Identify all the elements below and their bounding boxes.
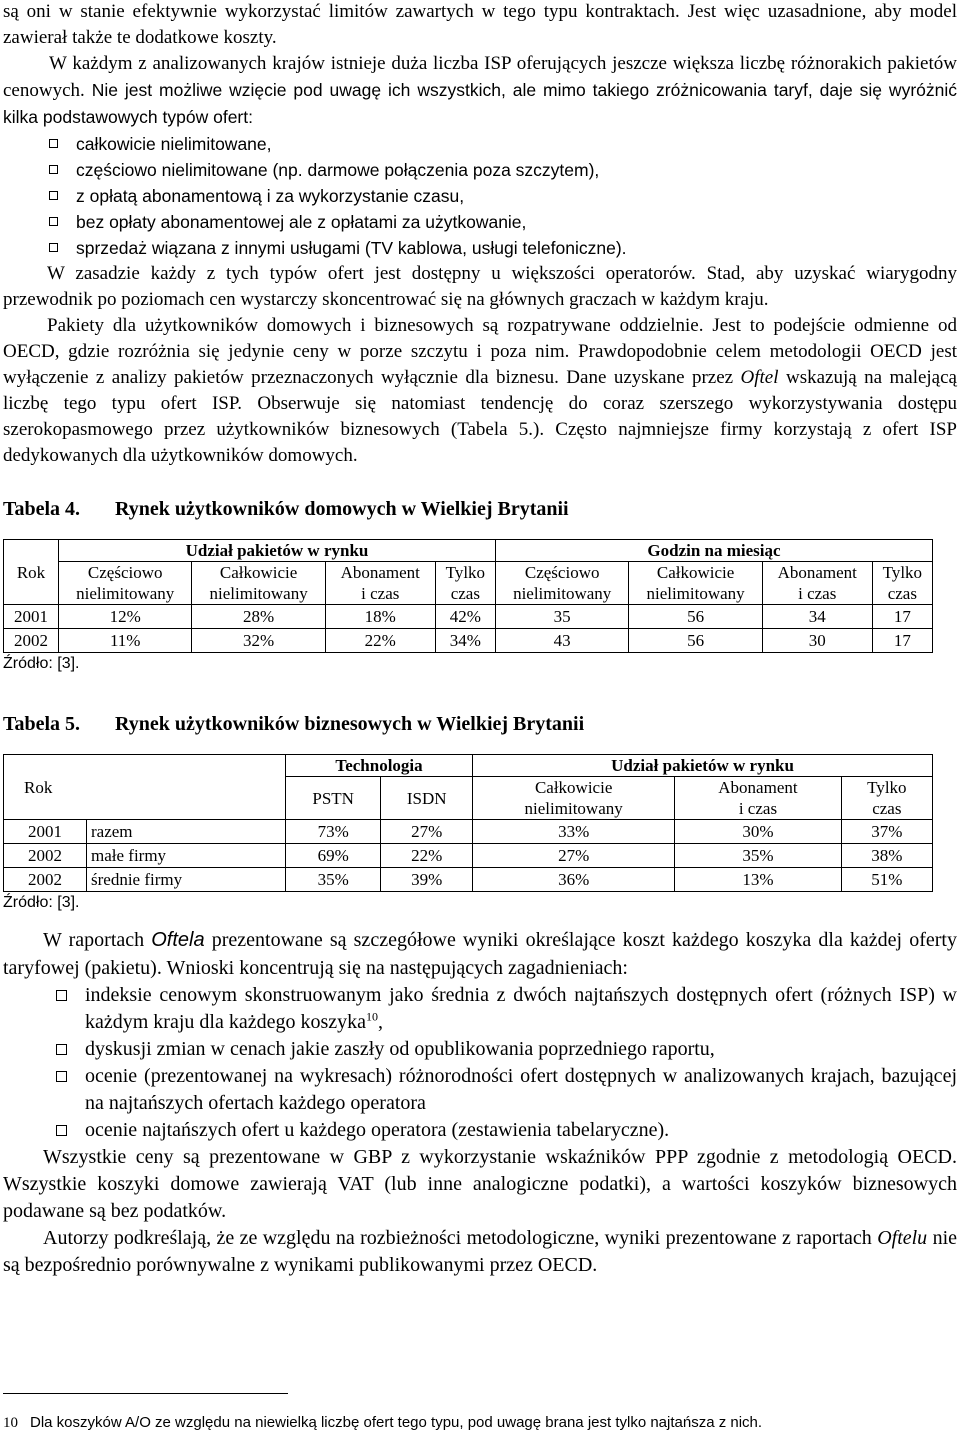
table-row: 2002 małe firmy 69% 22% 27% 35% 38% [4,844,933,868]
table5-col-header: Abonament i czas [675,777,842,820]
footnote-text: Dla koszyków A/O ze względu na niewielką liczbę ofert tego typu, pod uwagę brana jest tylko najtańsza z nich. [30,1414,763,1431]
list-item: indeksie cenowym skonstruowanym jako średnia z dwóch najtańszych dostępnych ofert (różnych ISP) w każdym kraju dla każdego koszyka$^{10}$, [3,982,957,1036]
oftelu-name: Oftelu [877,1227,928,1249]
table4-col-header: Częściowo nielimitowany [59,562,192,605]
checkbox-bullet-icon [49,139,58,148]
paragraph-authors: Autorzy podkreślają, że ze względu na rozbieżności metodologiczne, wyniki prezentowane z raportach Oftelu nie są bezpośrednio porównywalne z wynikami publikowanymi przez OECD. [3,1227,957,1276]
paragraph-operators: W zasadzie każdy z tych typów ofert jest dostępny u większości operatorów. Stad, aby uzyskać wiarygodny przewodnik po poziomach cen wystarczy skoncentrować się na głównych graczach w każdym kraju. [3,263,957,310]
paragraph-reports: W raportach Oftela prezentowane są szczegółowe wyniki określające koszt każdego koszyka dla każdej oferty taryfowej (pakietu). Wnioski koncentrują się na następujących zagadnieniach: [3,929,957,979]
table4-col-header: Tylko czas [872,562,932,605]
table4-col-header: Abonament i czas [325,562,435,605]
table4-col-header: Całkowicie nielimitowany [629,562,762,605]
footnote-number: 10 [3,1415,18,1431]
checkbox-bullet-icon [49,217,58,226]
table-row: 2002 11% 32% 22% 34% 43 56 30 17 [4,629,933,653]
table-row: 2002 średnie firmy 35% 39% 36% 13% 51% [4,868,933,892]
table4-home-users [3,539,933,653]
oftela-name: Oftela [151,929,205,951]
table4-hours-header: Godzin na miesiąc [495,540,932,562]
table4-rok-header: Rok [4,540,59,605]
table5-business-users [3,754,933,892]
table-row: 2001 razem 73% 27% 33% 30% 37% [4,820,933,844]
checkbox-bullet-icon [49,191,58,200]
list-item: bez opłaty abonamentowej ale z opłatami za użytkowanie, [3,209,957,235]
table5-col-header: ISDN [381,777,473,820]
table5-tech-header: Technologia [286,755,473,777]
intro-isp-sentence: W każdym z analizowanych krajów istnieje duża liczba ISP oferujących jeszcze większa liczbę różnorakich pakietów cenowych. [3,53,957,101]
footnote [3,1412,957,1434]
paragraph-intro [3,0,957,131]
intro-offer-sentence: Nie jest możliwe wzięcie pod uwagę ich wszystkich, ale mimo takiego zróżnicowania taryf, daje się wyróżnić kilka podstawowych typów ofert: [3,80,957,127]
list-item: ocenie (prezentowanej na wykresach) różnorodności ofert dostępnych w analizowanych krajach, bazującej na najtańszych ofertach każdego operatora [3,1063,957,1117]
list-item: sprzedaż wiązana z innymi usługami (TV kablowa, usługi telefoniczne). [3,235,957,261]
table4-share-header: Udział pakietów w rynku [59,540,496,562]
checkbox-bullet-icon [56,1125,67,1136]
list-item: częściowo nielimitowane (np. darmowe połączenia poza szczytem), [3,157,957,183]
paragraph-prices: Wszystkie ceny są prezentowane w GBP z wykorzystanie wskaźników PPP zgodnie z metodologią OECD. Wszystkie koszyki domowe zawierają VAT (lub inne analogiczne podatki), a wartości koszyków biznesowych podawane są bez podatków. [3,1146,957,1222]
offer-types-list [3,131,957,261]
table5-col-header: Tylko czas [841,777,932,820]
table5-title: Tabela 5. Rynek użytkowników biznesowych w Wielkiej Brytanii [3,713,585,735]
table5-col-header: PSTN [286,777,381,820]
table5-rok-header: Rok [4,755,286,820]
table4-title: Tabela 4. Rynek użytkowników domowych w Wielkiej Brytanii [3,498,569,520]
checkbox-bullet-icon [49,165,58,174]
conclusions-list [3,982,957,1144]
checkbox-bullet-icon [56,1044,67,1055]
intro-line: są oni w stanie efektywnie wykorzystać limitów zawartych w tego typu kontraktach. Jest więc uzasadnione, aby model zawierał także te dodatkowe koszty. [3,1,957,48]
table4-col-header: Tylko czas [435,562,495,605]
list-item: z opłatą abonamentową i za wykorzystanie czasu, [3,183,957,209]
list-item: całkowicie nielimitowane, [3,131,957,157]
table5-share-header: Udział pakietów w rynku [473,755,933,777]
table4-col-header: Abonament i czas [762,562,872,605]
table4-source: Źródło: [3]. [3,655,80,672]
table4-col-header: Całkowicie nielimitowany [192,562,325,605]
table-row: 2001 12% 28% 18% 42% 35 56 34 17 [4,605,933,629]
checkbox-bullet-icon [49,243,58,252]
table5-col-header: Całkowicie nielimitowany [473,777,675,820]
list-item: dyskusji zmian w cenach jakie zaszły od opublikowania poprzedniego raportu, [3,1036,957,1063]
footnote-rule [3,1393,288,1394]
checkbox-bullet-icon [56,990,67,1001]
list-item: ocenie najtańszych ofert u każdego operatora (zestawienia tabelaryczne). [3,1117,957,1144]
oftel-name: Oftel [740,367,779,388]
checkbox-bullet-icon [56,1071,67,1082]
page-content [3,0,957,1279]
table4-col-header: Częściowo nielimitowany [495,562,628,605]
paragraph-packages: Pakiety dla użytkowników domowych i biznesowych są rozpatrywane oddzielnie. Jest to podejście odmienne od OECD, gdzie rozróżnia się jedynie ceny w porze szczytu i poza nim. Prawdopodobnie celem metodologii OECD jest wyłączenie z analizy pakietów przeznaczonych wyłącznie dla biznesu. Dane uzyskane przez Oftel wskazują na malejącą liczbę tego typu ofert ISP. Obserwuje się natomiast tendencję do coraz szerszego wykorzystywania dostępu szerokopasmowego przez użytkowników biznesowych (Tabela 5.). Często najmniejsze firmy korzystają z ofert ISP dedykowanych dla użytkowników domowych. [3,315,957,466]
table5-source: Źródło: [3]. [3,894,80,911]
